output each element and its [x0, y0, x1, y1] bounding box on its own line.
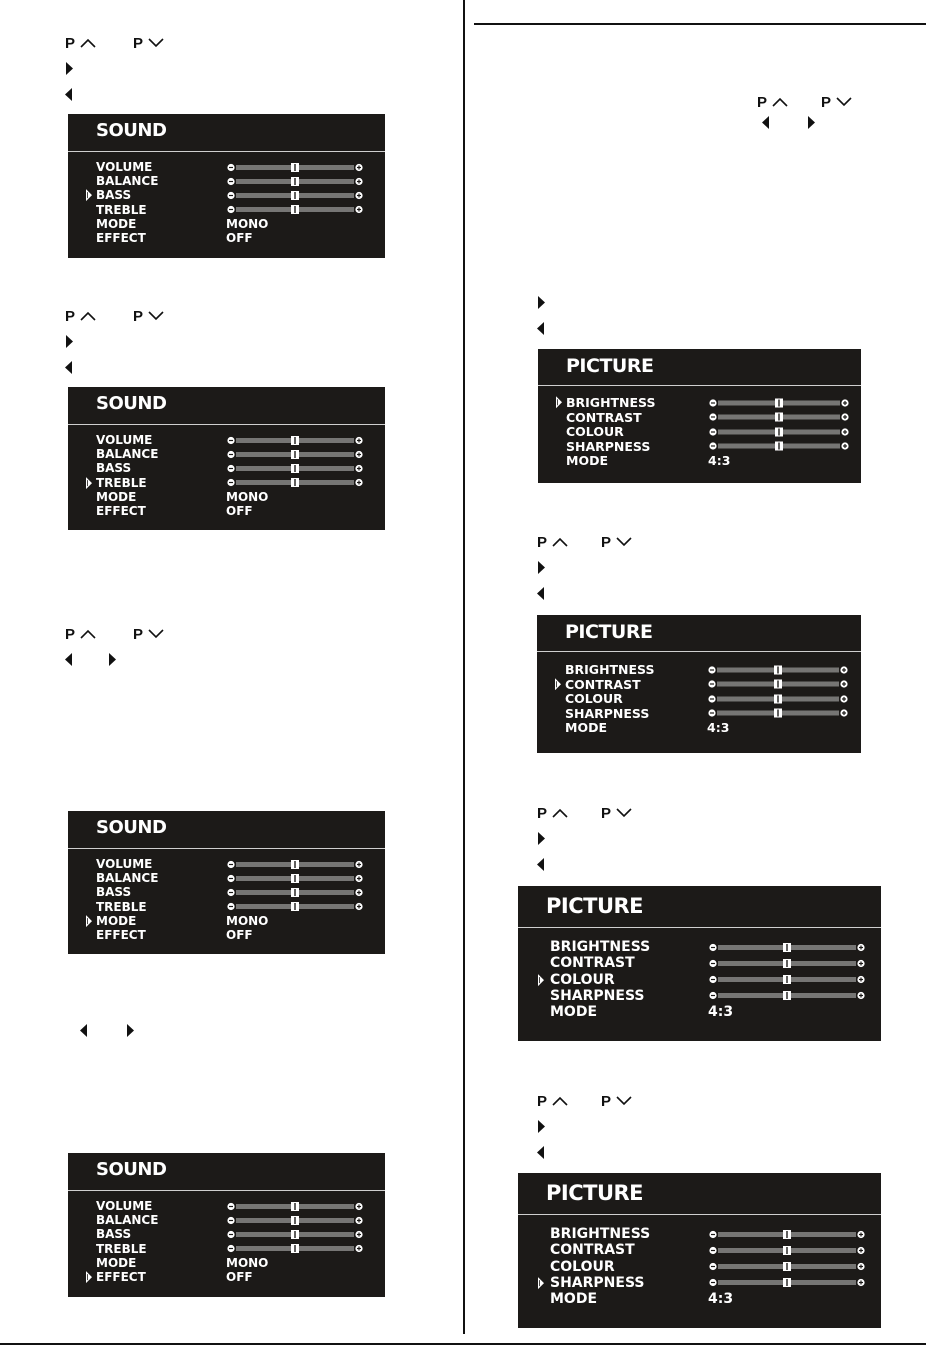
triangle-right-icon: [537, 832, 545, 845]
menu-item-label: BALANCE: [96, 174, 159, 189]
p-label: P: [601, 533, 612, 551]
menu-item-label: VOLUME: [96, 857, 153, 871]
menu-item-mode[interactable]: [537, 720, 861, 735]
menu-item-label: EFFECT: [96, 1270, 146, 1284]
menu-item-value: OFF: [226, 231, 253, 245]
menu-title: SOUND: [96, 1159, 167, 1180]
menu-item-mode[interactable]: [68, 217, 385, 231]
level-slider[interactable]: [708, 1260, 866, 1273]
level-slider[interactable]: [226, 1229, 364, 1240]
triangle-right-icon: [537, 561, 545, 574]
p-label: P: [821, 93, 832, 111]
menu-title: SOUND: [96, 817, 167, 838]
menu-item-brightness[interactable]: [518, 939, 881, 955]
menu-title: PICTURE: [566, 355, 654, 377]
level-slider[interactable]: [226, 873, 364, 884]
menu-item-label: COLOUR: [565, 691, 623, 706]
level-slider[interactable]: [708, 426, 850, 438]
menu-item-label: COLOUR: [550, 971, 615, 988]
triangle-left-icon: [65, 361, 73, 374]
menu-item-balance[interactable]: [68, 871, 385, 885]
p-up-key: [537, 534, 569, 551]
menu-item-label: MODE: [96, 489, 137, 504]
level-slider[interactable]: [708, 957, 866, 970]
menu-item-label: BASS: [96, 885, 132, 900]
menu-item-treble[interactable]: [68, 1242, 385, 1256]
menu-item-label: CONTRAST: [550, 1242, 635, 1259]
menu-item-bass[interactable]: [68, 885, 385, 899]
menu-item-label: TREBLE: [96, 1241, 147, 1256]
menu-item-value: OFF: [226, 928, 253, 942]
menu-divider: [537, 651, 861, 652]
level-slider[interactable]: [708, 973, 866, 986]
chevron-up-icon: [551, 536, 569, 548]
level-slider[interactable]: [708, 397, 850, 409]
column-divider: [463, 0, 465, 1334]
menu-item-balance[interactable]: [68, 447, 385, 461]
menu-item-value: MONO: [226, 216, 269, 231]
p-label: P: [537, 804, 548, 822]
selection-cursor-icon: [86, 915, 92, 927]
menu-title: PICTURE: [546, 1181, 644, 1205]
level-slider[interactable]: [226, 901, 364, 912]
menu-item-contrast[interactable]: [538, 410, 861, 425]
menu-item-effect[interactable]: [68, 231, 385, 245]
selection-cursor-icon: [538, 973, 544, 987]
level-slider[interactable]: [707, 678, 849, 690]
selection-cursor-icon: [556, 396, 562, 409]
level-slider[interactable]: [226, 449, 364, 460]
menu-item-label: BASS: [96, 461, 132, 476]
menu-item-contrast[interactable]: [518, 1242, 881, 1258]
level-slider[interactable]: [708, 411, 850, 423]
level-slider[interactable]: [226, 190, 364, 201]
menu-divider: [68, 1190, 385, 1191]
menu-item-value: 4:3: [707, 720, 730, 735]
level-slider[interactable]: [708, 1228, 866, 1241]
menu-item-volume[interactable]: [68, 1199, 385, 1213]
p-up-key: [537, 1093, 569, 1110]
level-slider[interactable]: [226, 1215, 364, 1226]
menu-item-sharpness[interactable]: [538, 439, 861, 454]
level-slider[interactable]: [226, 1201, 364, 1212]
menu-item-label: SHARPNESS: [565, 705, 650, 721]
triangle-left-icon: [762, 116, 770, 129]
chevron-up-icon: [551, 1095, 569, 1107]
p-label: P: [65, 307, 76, 325]
menu-item-sharpness[interactable]: [537, 706, 861, 721]
triangle-left-icon: [537, 322, 545, 335]
menu-item-label: BRIGHTNESS: [550, 939, 651, 955]
menu-item-balance[interactable]: [68, 174, 385, 188]
level-slider[interactable]: [707, 693, 849, 705]
menu-item-value: 4:3: [708, 1004, 734, 1021]
triangle-left-icon: [537, 858, 545, 871]
channel-keys-hint: [537, 804, 633, 822]
menu-item-label: CONTRAST: [550, 955, 635, 972]
bottom-rule: [0, 1343, 926, 1345]
menu-item-volume[interactable]: [68, 160, 385, 174]
menu-item-colour[interactable]: [538, 424, 861, 439]
menu-item-label: EFFECT: [96, 928, 146, 942]
level-slider[interactable]: [707, 707, 849, 719]
menu-item-value: 4:3: [708, 453, 731, 468]
menu-item-label: BALANCE: [96, 447, 159, 462]
p-label: P: [133, 625, 144, 643]
menu-item-effect[interactable]: [68, 928, 385, 942]
channel-keys-hint: [537, 1092, 633, 1110]
menu-item-label: COLOUR: [550, 1258, 615, 1275]
menu-item-label: MODE: [96, 913, 137, 928]
chevron-up-icon: [79, 628, 97, 640]
menu-item-colour[interactable]: [518, 1259, 881, 1275]
menu-item-label: CONTRAST: [566, 409, 642, 425]
picture-menu-panel: [538, 349, 861, 483]
menu-item-label: TREBLE: [96, 475, 147, 490]
menu-item-label: BRIGHTNESS: [550, 1226, 651, 1242]
menu-item-effect[interactable]: [68, 1270, 385, 1284]
menu-item-mode[interactable]: [68, 914, 385, 928]
menu-item-treble[interactable]: [68, 476, 385, 490]
level-slider[interactable]: [226, 435, 364, 446]
menu-divider: [518, 927, 881, 928]
menu-item-mode[interactable]: [518, 1291, 881, 1307]
menu-item-contrast[interactable]: [537, 677, 861, 692]
menu-item-volume[interactable]: [68, 433, 385, 447]
p-up-key: [65, 626, 97, 643]
sound-menu-panel: [68, 114, 385, 258]
chevron-up-icon: [771, 96, 789, 108]
p-label: P: [601, 1092, 612, 1110]
menu-item-treble[interactable]: [68, 203, 385, 217]
chevron-down-icon: [147, 628, 165, 640]
menu-item-label: MODE: [550, 1291, 598, 1308]
p-down-key: [601, 534, 633, 551]
menu-divider: [518, 1214, 881, 1215]
triangle-left-icon: [65, 653, 73, 666]
p-down-key: [133, 35, 165, 52]
level-slider[interactable]: [708, 1276, 866, 1289]
menu-item-label: EFFECT: [96, 231, 146, 245]
triangle-right-icon: [537, 1120, 545, 1133]
menu-item-label: SHARPNESS: [566, 438, 651, 454]
menu-title: PICTURE: [546, 894, 644, 918]
level-slider[interactable]: [226, 162, 364, 173]
menu-item-treble[interactable]: [68, 900, 385, 914]
menu-item-value: MONO: [226, 1255, 269, 1270]
menu-item-sharpness[interactable]: [518, 988, 881, 1004]
triangle-left-icon: [537, 1146, 545, 1159]
level-slider[interactable]: [226, 887, 364, 898]
chevron-down-icon: [147, 37, 165, 49]
level-slider[interactable]: [707, 664, 849, 676]
menu-item-label: BASS: [96, 1227, 132, 1242]
selection-cursor-icon: [86, 1271, 92, 1283]
menu-item-colour[interactable]: [518, 972, 881, 988]
menu-item-brightness[interactable]: [518, 1226, 881, 1242]
triangle-left-icon: [65, 88, 73, 101]
menu-item-colour[interactable]: [537, 691, 861, 706]
p-up-key: [65, 35, 97, 52]
sound-menu-panel: [68, 1153, 385, 1297]
menu-item-mode[interactable]: [68, 490, 385, 504]
menu-item-brightness[interactable]: [537, 662, 861, 677]
level-slider[interactable]: [226, 204, 364, 215]
chevron-up-icon: [79, 310, 97, 322]
level-slider[interactable]: [226, 477, 364, 488]
menu-item-label: SHARPNESS: [550, 1274, 645, 1291]
chevron-down-icon: [615, 807, 633, 819]
level-slider[interactable]: [708, 1244, 866, 1257]
menu-item-label: CONTRAST: [565, 676, 641, 692]
p-up-key: [757, 94, 789, 111]
selection-cursor-icon: [538, 1276, 544, 1290]
menu-divider: [538, 385, 861, 386]
level-slider[interactable]: [708, 941, 866, 954]
chevron-down-icon: [615, 536, 633, 548]
triangle-right-icon: [65, 62, 73, 75]
chevron-up-icon: [551, 807, 569, 819]
sound-menu-panel: [68, 387, 385, 530]
picture-menu-panel: [537, 615, 861, 753]
p-label: P: [537, 1092, 548, 1110]
chevron-down-icon: [835, 96, 853, 108]
triangle-right-icon: [537, 296, 545, 309]
p-up-key: [65, 308, 97, 325]
p-down-key: [601, 805, 633, 822]
chevron-up-icon: [79, 37, 97, 49]
triangle-right-icon: [807, 116, 815, 129]
triangle-left-icon: [537, 587, 545, 600]
picture-menu-panel: [518, 1173, 881, 1328]
triangle-right-icon: [65, 335, 73, 348]
p-down-key: [133, 308, 165, 325]
level-slider[interactable]: [708, 989, 866, 1002]
menu-item-label: BASS: [96, 188, 132, 203]
menu-item-label: TREBLE: [96, 202, 147, 217]
menu-item-bass[interactable]: [68, 461, 385, 475]
p-label: P: [65, 625, 76, 643]
top-rule: [474, 23, 926, 25]
menu-divider: [68, 424, 385, 425]
menu-item-mode[interactable]: [518, 1004, 881, 1020]
menu-title: SOUND: [96, 120, 167, 141]
menu-item-value: 4:3: [708, 1291, 734, 1308]
triangle-left-icon: [80, 1024, 88, 1037]
menu-item-label: BRIGHTNESS: [565, 662, 655, 677]
menu-item-volume[interactable]: [68, 857, 385, 871]
selection-cursor-icon: [86, 189, 92, 201]
triangle-right-icon: [108, 653, 116, 666]
level-slider[interactable]: [226, 859, 364, 870]
p-label: P: [133, 307, 144, 325]
p-label: P: [757, 93, 768, 111]
menu-title: SOUND: [96, 393, 167, 414]
channel-keys-hint: [757, 93, 853, 111]
menu-divider: [68, 848, 385, 849]
triangle-right-icon: [126, 1024, 134, 1037]
p-label: P: [601, 804, 612, 822]
p-label: P: [65, 34, 76, 52]
menu-item-label: VOLUME: [96, 1199, 153, 1213]
channel-keys-hint: [65, 34, 165, 52]
menu-item-mode[interactable]: [538, 453, 861, 468]
menu-item-label: BALANCE: [96, 1213, 159, 1228]
menu-item-label: COLOUR: [566, 424, 624, 439]
p-label: P: [537, 533, 548, 551]
menu-item-value: OFF: [226, 504, 253, 518]
level-slider[interactable]: [226, 176, 364, 187]
chevron-down-icon: [147, 310, 165, 322]
menu-item-value: MONO: [226, 913, 269, 928]
menu-item-label: BALANCE: [96, 871, 159, 886]
picture-menu-panel: [518, 886, 881, 1041]
menu-divider: [68, 151, 385, 152]
p-label: P: [133, 34, 144, 52]
menu-item-label: MODE: [96, 1255, 137, 1270]
level-slider[interactable]: [226, 463, 364, 474]
menu-item-balance[interactable]: [68, 1213, 385, 1227]
p-down-key: [133, 626, 165, 643]
menu-item-value: OFF: [226, 1270, 253, 1284]
level-slider[interactable]: [226, 1243, 364, 1254]
menu-item-mode[interactable]: [68, 1256, 385, 1270]
menu-item-effect[interactable]: [68, 504, 385, 518]
channel-keys-hint: [65, 307, 165, 325]
menu-item-label: EFFECT: [96, 504, 146, 518]
menu-item-label: VOLUME: [96, 433, 153, 447]
menu-item-bass[interactable]: [68, 1227, 385, 1241]
channel-keys-hint: [537, 533, 633, 551]
sound-menu-panel: [68, 811, 385, 954]
p-down-key: [601, 1093, 633, 1110]
menu-item-bass[interactable]: [68, 188, 385, 202]
p-up-key: [537, 805, 569, 822]
menu-item-label: TREBLE: [96, 899, 147, 914]
menu-item-label: VOLUME: [96, 160, 153, 174]
selection-cursor-icon: [86, 477, 92, 489]
menu-item-label: MODE: [96, 216, 137, 231]
menu-item-sharpness[interactable]: [518, 1275, 881, 1291]
menu-item-brightness[interactable]: [538, 395, 861, 410]
selection-cursor-icon: [555, 678, 561, 691]
channel-keys-hint: [65, 625, 165, 643]
menu-item-label: MODE: [550, 1004, 598, 1021]
p-down-key: [821, 94, 853, 111]
level-slider[interactable]: [708, 440, 850, 452]
menu-item-value: MONO: [226, 489, 269, 504]
menu-item-label: MODE: [565, 720, 607, 735]
menu-item-label: BRIGHTNESS: [566, 395, 656, 410]
chevron-down-icon: [615, 1095, 633, 1107]
menu-item-label: SHARPNESS: [550, 987, 645, 1004]
menu-item-label: MODE: [566, 453, 608, 468]
menu-title: PICTURE: [565, 621, 653, 643]
menu-item-contrast[interactable]: [518, 955, 881, 971]
